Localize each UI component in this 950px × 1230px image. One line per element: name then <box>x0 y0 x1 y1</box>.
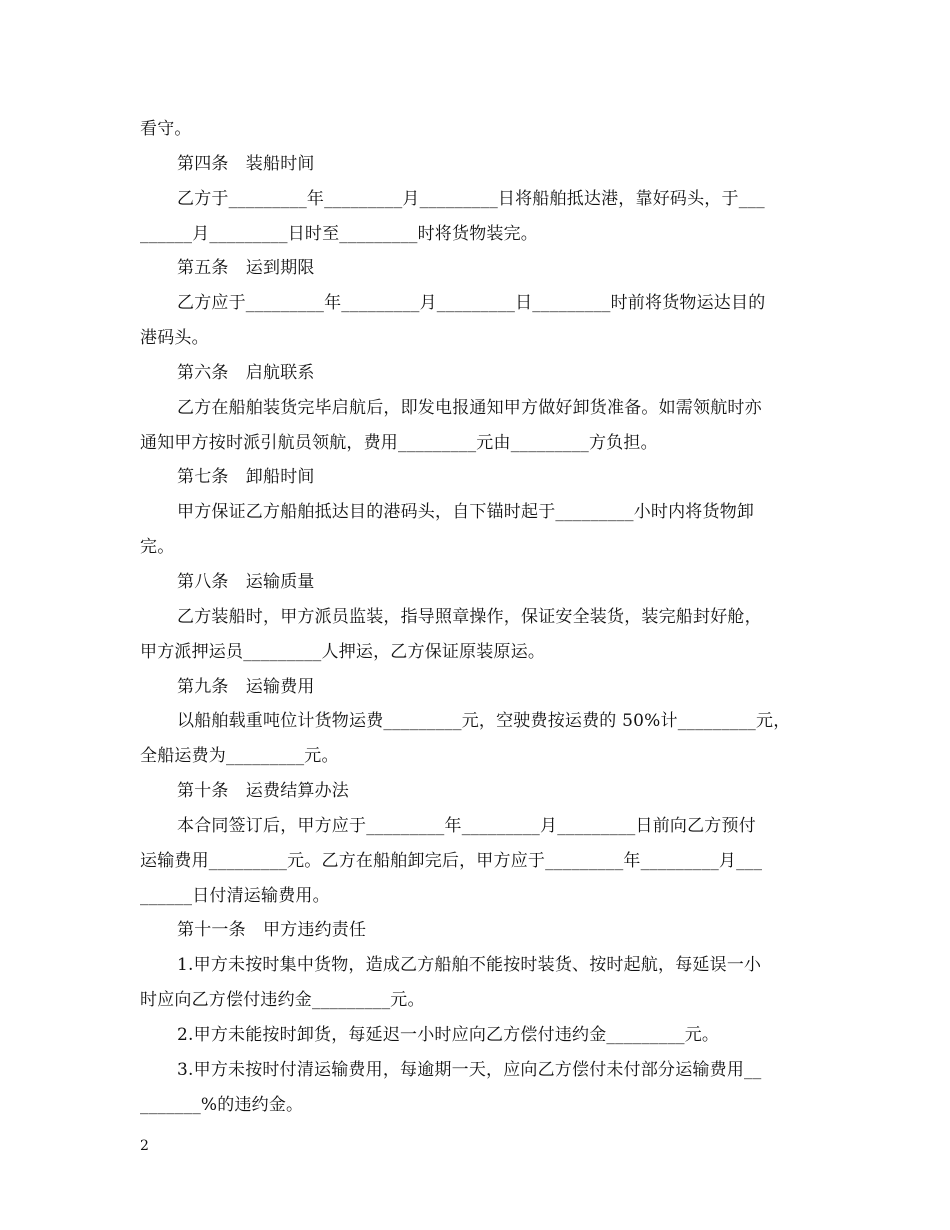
paragraph-line: ______月_________日时至_________时将货物装完。 <box>140 223 538 244</box>
paragraph-line: 运输费用_________元。乙方在船舶卸完后，甲方应于_________年_________月___ <box>140 850 763 871</box>
clause-heading-9: 第九条 运输费用 <box>177 676 315 697</box>
paragraph-line: 乙方于_________年_________月_________日将船舶抵达港，靠好码头，于___ <box>177 188 765 209</box>
paragraph-line: 看守。 <box>140 119 192 139</box>
list-item: 2.甲方未能按时卸货，每延迟一小时应向乙方偿付违约金_________元。 <box>177 1024 720 1045</box>
paragraph-line: 完。 <box>140 537 175 558</box>
clause-heading-5: 第五条 运到期限 <box>177 258 315 279</box>
clause-heading-4: 第四条 装船时间 <box>177 153 315 174</box>
clause-heading-11: 第十一条 甲方违约责任 <box>177 920 367 941</box>
clause-heading-6: 第六条 启航联系 <box>177 362 315 383</box>
paragraph-line: 乙方装船时，甲方派员监装，指导照章操作，保证安全装货，装完船封好舱， <box>177 606 762 627</box>
list-item: 3.甲方未按时付清运输费用，每逾期一天，应向乙方偿付未付部分运输费用__ <box>177 1059 762 1080</box>
list-item: 1.甲方未按时集中货物，造成乙方船舶不能按时装货、按时起航，每延误一小 <box>177 955 762 976</box>
clause-heading-8: 第八条 运输质量 <box>177 571 315 592</box>
clause-heading-10: 第十条 运费结算办法 <box>177 781 349 802</box>
paragraph-line: _______%的违约金。 <box>140 1094 304 1115</box>
paragraph-line: 乙方应于_________年_________月_________日_________时前将货物运达目的 <box>177 293 766 314</box>
paragraph-line: 甲方保证乙方船舶抵达目的港码头，自下锚时起于_________小时内将货物卸 <box>177 502 755 523</box>
paragraph-line: 以船舶载重吨位计货物运费_________元，空驶费按运费的 50%计_________元， <box>177 711 791 732</box>
paragraph-line: 港码头。 <box>140 328 209 349</box>
page-number: 2 <box>140 1138 149 1154</box>
paragraph-line: 本合同签订后，甲方应于_________年_________月_________日前向乙方预付 <box>177 815 756 836</box>
paragraph-line: 通知甲方按时派引航员领航，费用_________元由_________方负担。 <box>140 432 658 453</box>
paragraph-line: 甲方派押运员_________人押运，乙方保证原装原运。 <box>140 641 546 662</box>
paragraph-line: 时应向乙方偿付违约金_________元。 <box>140 990 425 1011</box>
paragraph-line: 全船运费为_________元。 <box>140 746 339 767</box>
paragraph-line: ______日付清运输费用。 <box>140 885 330 906</box>
paragraph-line: 乙方在船舶装货完毕启航后，即发电报通知甲方做好卸货准备。如需领航时亦 <box>177 397 762 418</box>
document-body <box>140 112 816 1122</box>
clause-heading-7: 第七条 卸船时间 <box>177 467 315 488</box>
